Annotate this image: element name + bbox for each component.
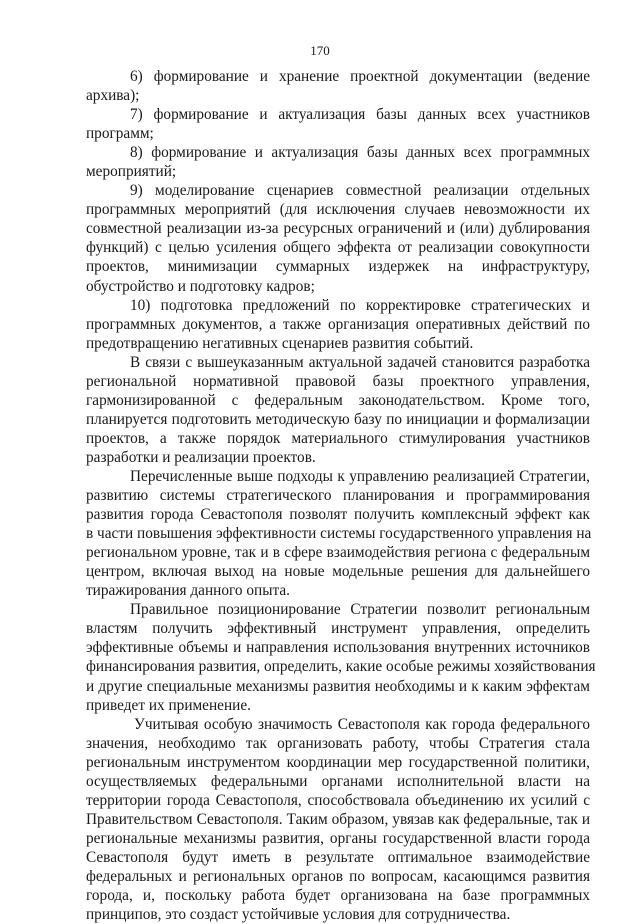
text-line: разработки и реализации проектов.: [86, 448, 316, 466]
text-line: Севастополя будут иметь в результате оптимальное взаимодействие: [86, 848, 590, 866]
text-line: властям получить эффективный инструмент управления, определить: [86, 620, 590, 638]
text-line: развитию системы стратегического планирования и программирования: [86, 487, 590, 505]
text-line: региональном уровне, так и в сфере взаимодействия региона с федеральным: [86, 544, 590, 562]
text-line: программных мероприятий (для исключения случаев невозможности их: [86, 201, 590, 219]
text-line: планируется подготовить методическую базу по инициации и формализации: [86, 410, 590, 428]
text-line: развития города Севастополя позволят получить комплексный эффект как: [86, 506, 590, 524]
paragraph-p12: [86, 467, 590, 600]
text-line: 6) формирование и хранение проектной документации (ведение: [130, 68, 590, 85]
text-line: 8) формирование и актуализация базы данных всех программных: [130, 144, 590, 162]
text-line: мероприятий;: [86, 163, 177, 181]
text-line: центром, включая выход на новые модельные решения для дальнейшего: [86, 563, 590, 581]
text-line: Правильное позиционирование Стратегии позволит региональным: [130, 601, 590, 619]
paragraph-p9: [86, 181, 590, 295]
text-line: территории города Севастополя, способствовала объединению их усилий с: [86, 791, 590, 809]
text-line: проектов, а также порядок материального стимулирования участников: [86, 429, 590, 447]
text-line: Правительством Севастополя. Таким образом, увязав как федеральные, так и: [86, 810, 590, 828]
text-line: проектов, минимизации суммарных издержек на инфраструктуру,: [86, 258, 590, 276]
text-line: функций) с целью усиления общего эффекта от реализации совокупности: [86, 239, 590, 257]
text-line: осуществляемых федеральными органами исполнительной власти на: [86, 772, 590, 790]
text-line: приведет их применение.: [86, 696, 251, 714]
text-line: Учитывая особую значимость Севастополя как города федерального: [134, 715, 590, 733]
text-line: федеральных и региональных органов по вопросам, касающимся развития: [86, 867, 590, 885]
text-line: архива);: [86, 87, 140, 105]
text-line: В связи с вышеуказанным актуальной задачей становится разработка: [130, 353, 590, 371]
text-line: совместной реализации из-за ресурсных ограничений и (или) дублирования: [86, 220, 590, 238]
text-line: финансирования развития, определить, какие особые режимы хозяйствования: [86, 658, 596, 676]
text-line: гармонизированной с федеральным законодательством. Кроме того,: [86, 391, 590, 409]
text-line: региональные механизмы развития, органы государственной власти города: [86, 829, 590, 847]
text-line: принципов, это создаст устойчивые условия для сотрудничества.: [86, 906, 511, 924]
text-line: 7) формирование и актуализация базы данных всех участников: [130, 106, 590, 124]
text-line: эффективные объемы и направления использования внутренних источников: [86, 639, 590, 657]
paragraph-p11: [86, 353, 590, 467]
text-line: обустройство и подготовку кадров;: [86, 277, 315, 295]
text-line: региональным инструментом координации мер государственной политики,: [86, 753, 590, 771]
paragraph-p14: [86, 715, 590, 924]
paragraph-p13: [86, 600, 596, 714]
paragraph-p7: [86, 105, 590, 143]
page-number: 170: [310, 43, 330, 58]
text-line: 10) подготовка предложений по корректировке стратегических и: [130, 296, 590, 314]
text-line: региональной нормативной правовой базы проектного управления,: [86, 372, 590, 390]
text-line: значения, необходимо так организовать работу, чтобы Стратегия стала: [86, 734, 590, 752]
paragraph-p10: [86, 296, 590, 353]
text-line: тиражирования данного опыта.: [86, 582, 290, 600]
text-line: в части повышения эффективности системы государственного управления на: [86, 525, 592, 543]
paragraph-p8: [86, 143, 590, 181]
text-line: 9) моделирование сценариев совместной реализации отдельных: [130, 182, 590, 200]
paragraph-p6: [86, 67, 590, 105]
text-line: Перечисленные выше подходы к управлению реализацией Стратегии,: [130, 467, 590, 485]
text-line: города, и, поскольку работа будет организована на базе программных: [86, 887, 590, 905]
text-line: и другие специальные механизмы развития необходимы и к каким эффектам: [86, 677, 590, 695]
text-line: предотвращению негативных сценариев развития событий.: [86, 334, 474, 352]
text-line: программных документов, а также организация оперативных действий по: [86, 315, 590, 333]
document-body: [86, 67, 596, 924]
text-line: программ;: [86, 125, 154, 143]
